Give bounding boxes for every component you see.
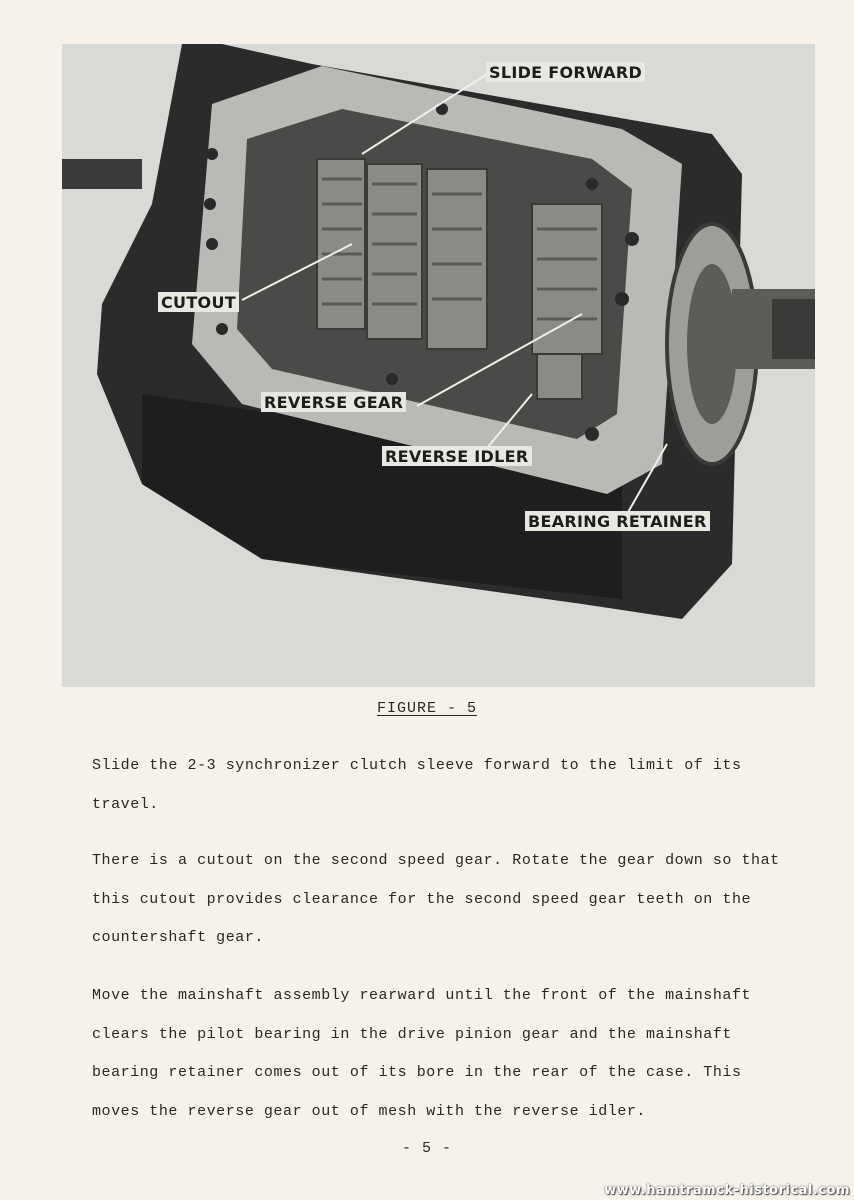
figure-photo xyxy=(62,44,815,687)
callout-slide-forward: SLIDE FORWARD xyxy=(486,62,645,82)
transmission-case-illustration xyxy=(62,44,815,687)
callout-reverse-idler: REVERSE IDLER xyxy=(382,446,532,466)
figure-caption xyxy=(0,700,854,717)
page-number: - 5 - xyxy=(401,1140,452,1157)
paragraph-1: Slide the 2-3 synchronizer clutch sleeve forward to the limit of its travel. xyxy=(92,757,742,813)
callout-cutout: CUTOUT xyxy=(158,292,239,312)
paragraph-3: Move the mainshaft assembly rearward until the front of the mainshaft clears the pilot bearing in the drive pinion gear and the mainshaft bearing retainer comes out of its bore in the rear of the case. This moves the reverse gear out of mesh with the reverse idler. xyxy=(92,987,752,1120)
callout-bearing-retainer: BEARING RETAINER xyxy=(525,511,710,531)
watermark: www.hamtramck-historical.com xyxy=(604,1183,850,1198)
figure-caption-text: FIGURE - 5 xyxy=(376,700,477,717)
callout-reverse-gear: REVERSE GEAR xyxy=(261,392,406,412)
paragraph-2: There is a cutout on the second speed gear. Rotate the gear down so that this cutout provides clearance for the second speed gear teeth on the countershaft gear. xyxy=(92,852,780,946)
